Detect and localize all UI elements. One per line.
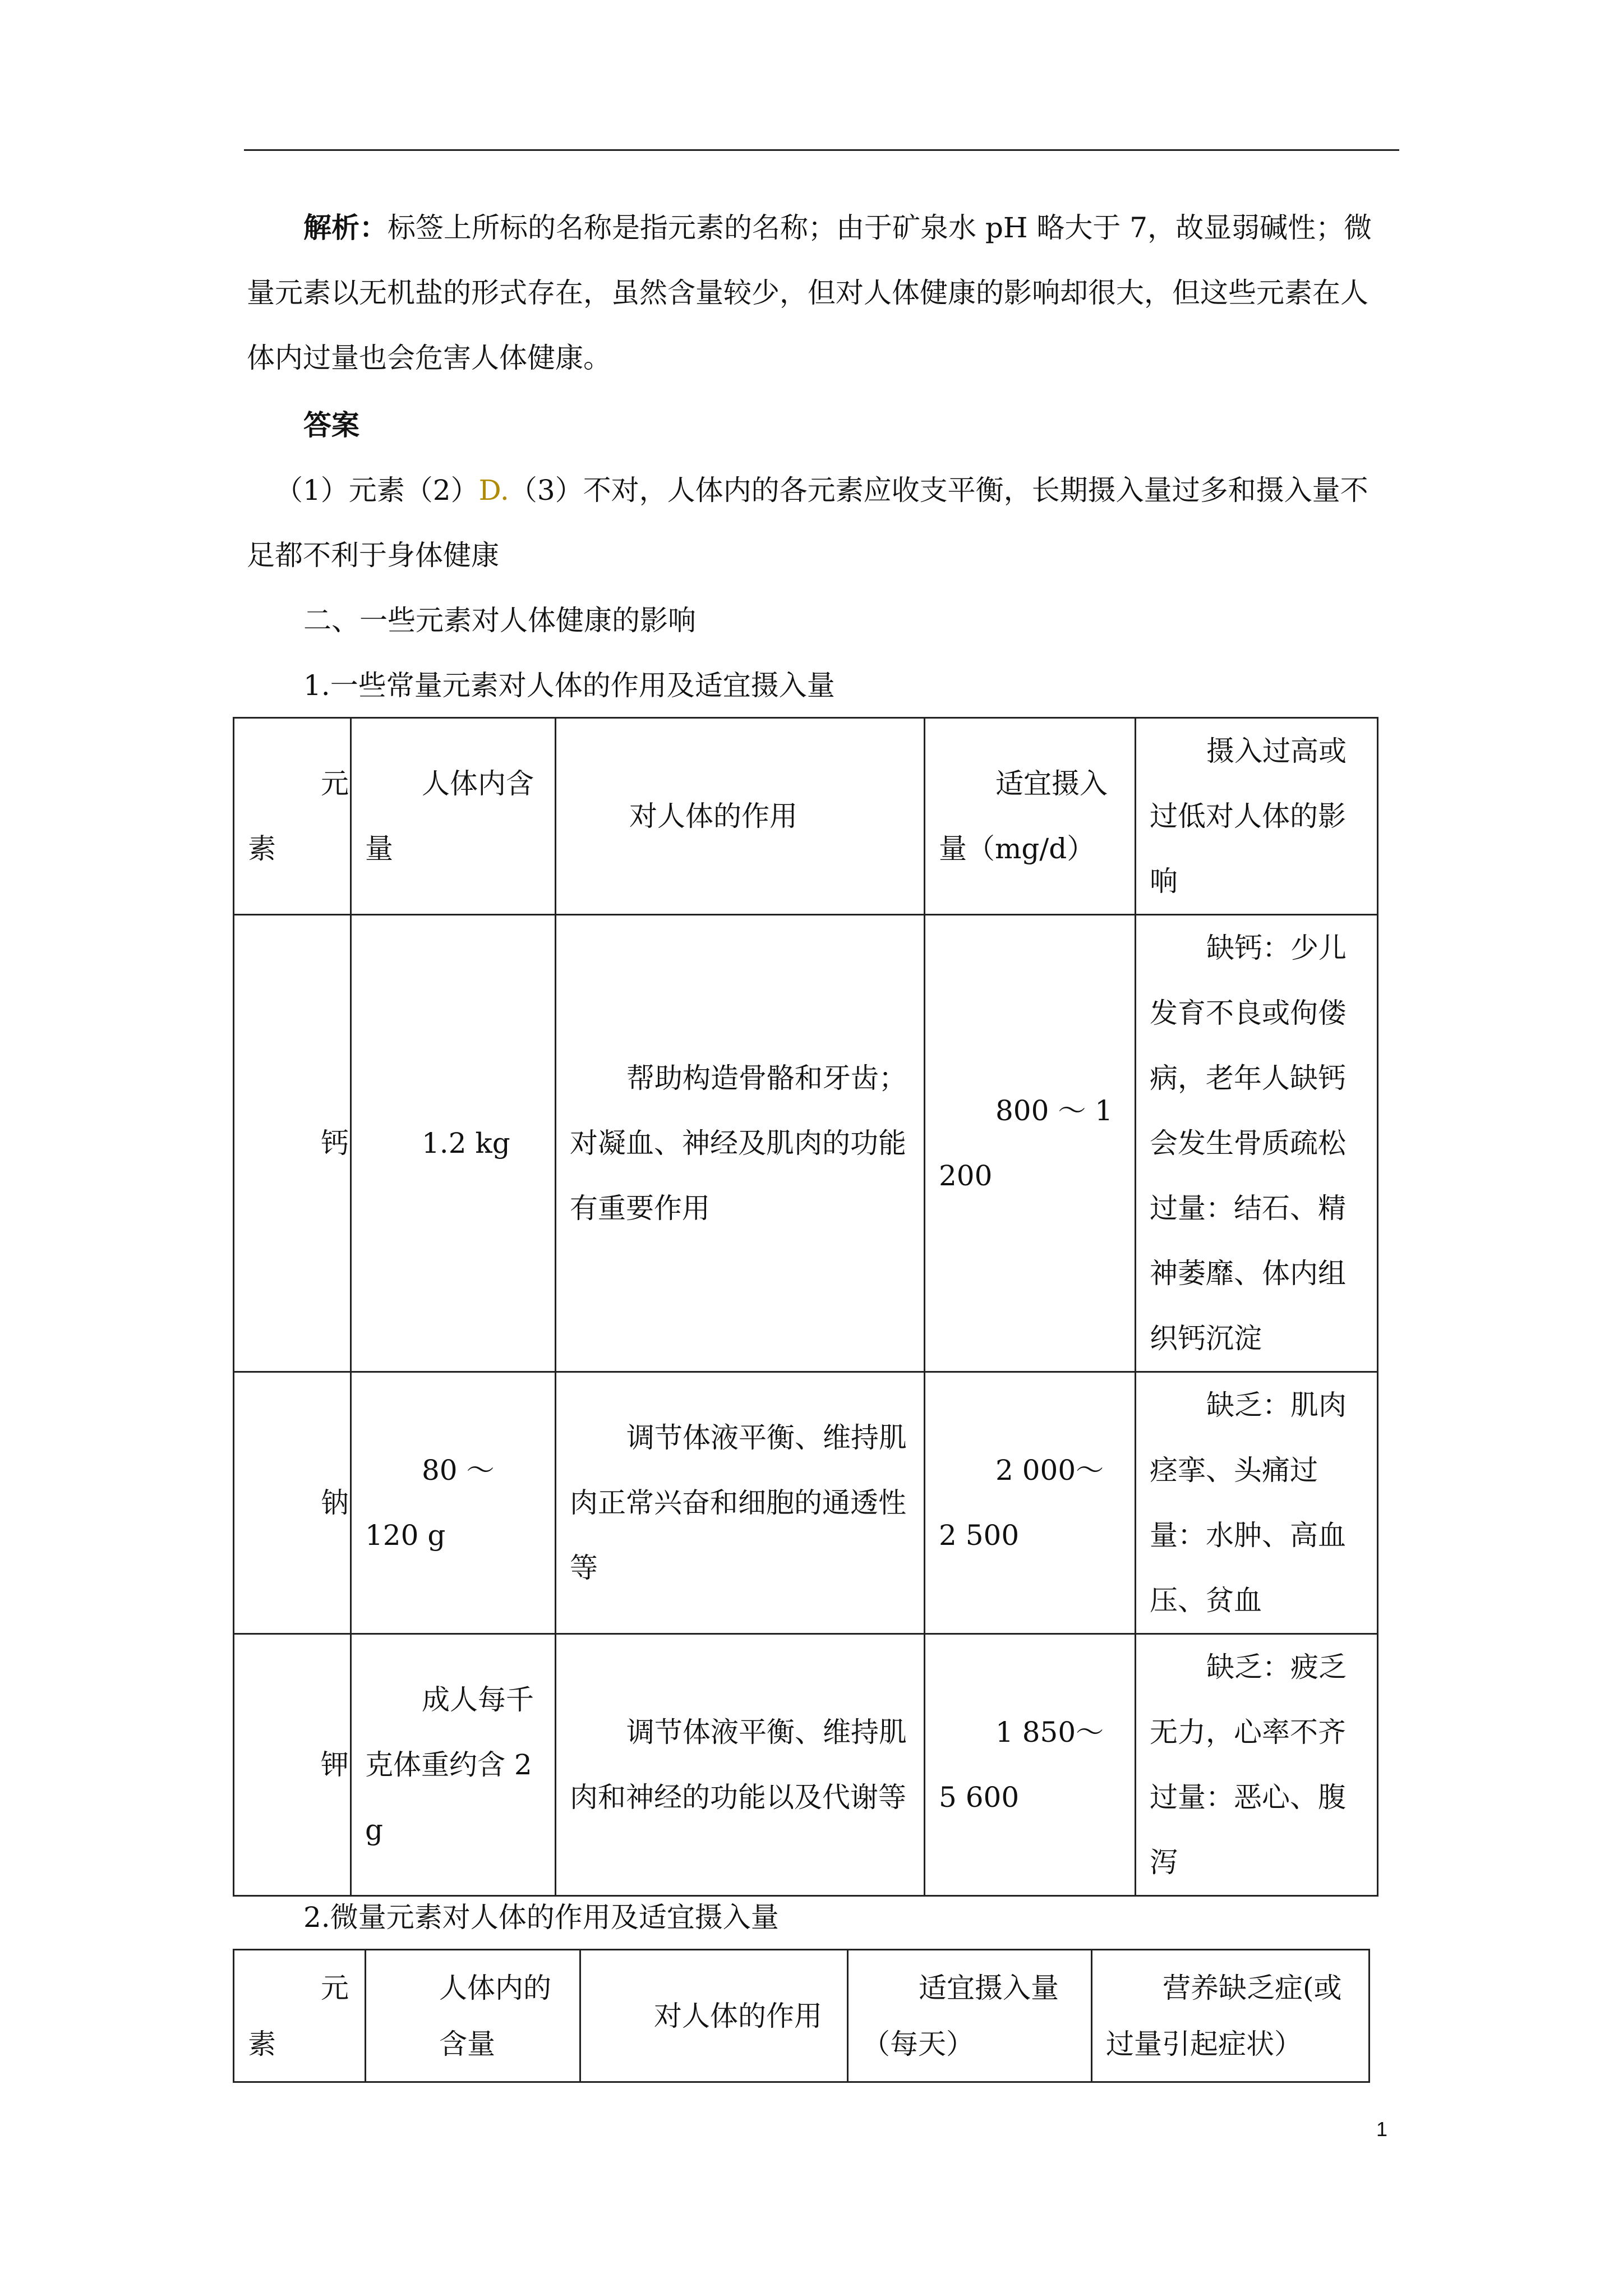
table1-cell-function: 调节体液平衡、维持肌肉和神经的功能以及代谢等 xyxy=(556,1634,925,1896)
table2-header-cell: 对人体的作用 xyxy=(580,1950,848,2082)
table1-cell-intake: 2 000～2 500 xyxy=(925,1372,1136,1634)
table-row xyxy=(234,1372,1378,1634)
table2-header-cell: 适宜摄入量（每天） xyxy=(848,1950,1092,2082)
answer-part1: （1）元素（2） xyxy=(275,474,479,507)
table1-cell-content: 80 ～ 120 g xyxy=(351,1372,556,1634)
table2-header-cell: 元素 xyxy=(234,1950,366,2082)
table1-cell-content: 1.2 kg xyxy=(351,915,556,1372)
table-major-elements xyxy=(233,717,1378,1897)
table1-header-row xyxy=(234,718,1378,915)
table1-caption: 1.一些常量元素对人体的作用及适宜摄入量 xyxy=(303,669,835,702)
table1-cell-content: 成人每千克体重约含 2 g xyxy=(351,1634,556,1896)
table1-cell-function: 帮助构造骨骼和牙齿；对凝血、神经及肌肉的功能有重要作用 xyxy=(556,915,925,1372)
answer-choice: D. xyxy=(478,474,509,507)
table1-cell-element: 钠 xyxy=(234,1372,351,1634)
answer-part2: （3）不对，人体内的各元素应收支平衡，长期摄入量过多和摄入量不足都不利于身体健康 xyxy=(247,474,1368,572)
table1-cell-effect: 缺钙：少儿发育不良或佝偻病，老年人缺钙会发生骨质疏松过量：结石、精神萎靡、体内组织钙沉淀 xyxy=(1136,915,1378,1372)
table-row xyxy=(234,915,1378,1372)
table1-cell-intake: 1 850～5 600 xyxy=(925,1634,1136,1896)
table-trace-elements xyxy=(233,1949,1370,2083)
table1-header-cell: 适宜摄入量（mg/d） xyxy=(925,718,1136,915)
analysis-text: 标签上所标的名称是指元素的名称；由于矿泉水 pH 略大于 7，故显弱碱性；微量元素以无机盐的形式存在，虽然含量较少，但对人体健康的影响却很大，但这些元素在人体内过量也会危害人体健康。 xyxy=(247,211,1372,374)
table2-header-cell: 人体内的含量 xyxy=(366,1950,580,2082)
table2-header-row xyxy=(234,1950,1370,2082)
table1-header-cell: 摄入过高或过低对人体的影响 xyxy=(1136,718,1378,915)
analysis-paragraph xyxy=(247,195,1394,390)
table-row xyxy=(234,1634,1378,1896)
table1-cell-effect: 缺乏：肌肉痉挛、头痛过量：水肿、高血压、贫血 xyxy=(1136,1372,1378,1634)
page-number: 1 xyxy=(1376,2118,1387,2141)
answer-heading: 答案 xyxy=(303,408,359,441)
table1-cell-element: 钾 xyxy=(234,1634,351,1896)
table1-header-cell: 对人体的作用 xyxy=(556,718,925,915)
table2-caption: 2.微量元素对人体的作用及适宜摄入量 xyxy=(303,1901,779,1934)
table1-cell-element: 钙 xyxy=(234,915,351,1372)
table2-header-cell: 营养缺乏症(或过量引起症状） xyxy=(1092,1950,1370,2082)
answer-paragraph xyxy=(247,458,1394,588)
section-heading: 二、一些元素对人体健康的影响 xyxy=(303,604,696,637)
header-rule xyxy=(244,149,1399,151)
table1-cell-function: 调节体液平衡、维持肌肉正常兴奋和细胞的通透性等 xyxy=(556,1372,925,1634)
table1-cell-intake: 800 ～ 1 200 xyxy=(925,915,1136,1372)
analysis-label: 解析： xyxy=(303,211,388,244)
table1-header-cell: 人体内含量 xyxy=(351,718,556,915)
table1-cell-effect: 缺乏：疲乏无力，心率不齐过量：恶心、腹泻 xyxy=(1136,1634,1378,1896)
table1-header-cell: 元素 xyxy=(234,718,351,915)
